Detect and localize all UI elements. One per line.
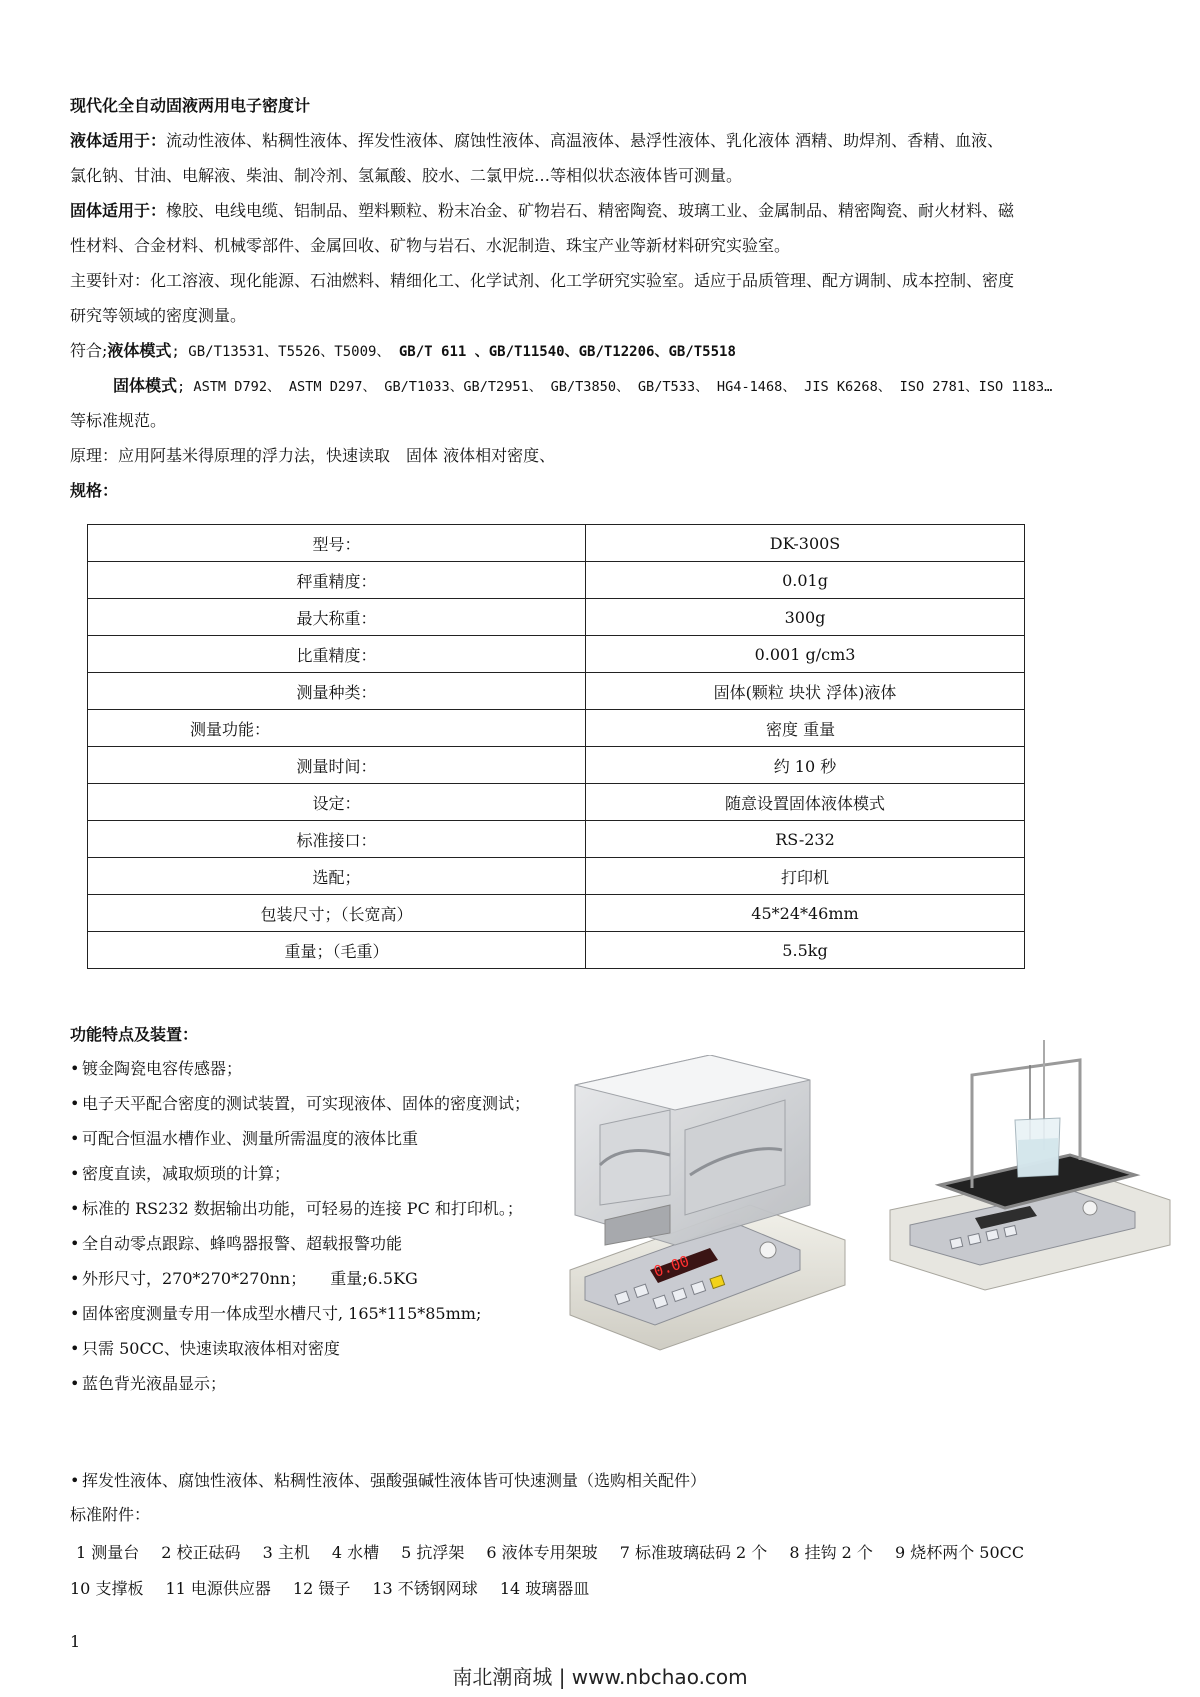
spec-value: 约 10 秒	[586, 747, 1025, 784]
bullet: •	[70, 1129, 80, 1148]
spec-value: 随意设置固体液体模式	[586, 784, 1025, 821]
spec-key: 重量；（毛重）	[88, 932, 586, 969]
solid-standards: ; ASTM D792、 ASTM D297、 GB/T1033、GB/T2951、 GB/T3850、 GB/T533、 HG4-1468、 JIS K6268、 ISO 2781、ISO 1183…	[177, 379, 1053, 395]
feature-item	[70, 1058, 242, 1080]
spec-key: 包装尺寸；（长宽高）	[88, 895, 586, 932]
doc-title: 现代化全自动固液两用电子密度计	[70, 96, 311, 115]
extra-feature	[70, 1470, 706, 1492]
spec-row	[88, 858, 1025, 895]
target-line-1: 主要针对：化工溶液、现化能源、石油燃料、精细化工、化学试剂、化工学研究实验室。适应于品质管理、配方调制、成本控制、密度	[70, 271, 1015, 290]
solid-text-1: 橡胶、电线电缆、铝制品、塑料颗粒、粉末冶金、矿物岩石、精密陶瓷、玻璃工业、金属制品、精密陶瓷、耐火材料、磁	[166, 201, 1015, 220]
features-heading: 功能特点及装置：	[70, 1025, 199, 1044]
spec-value: 固体(颗粒 块状 浮体)液体	[586, 673, 1025, 710]
spec-row	[88, 636, 1025, 673]
spec-key: 最大称重：	[88, 599, 586, 636]
spec-row	[88, 932, 1025, 969]
accessory-item: 1 测量台	[76, 1543, 140, 1562]
accessories-row-2	[70, 1576, 611, 1599]
feature-text: 固体密度测量专用一体成型水槽尺寸, 165*115*85mm;	[82, 1304, 482, 1323]
liquid-mode-label: 液体模式	[107, 341, 172, 360]
spec-row	[88, 562, 1025, 599]
standards-prefix: 符合;	[70, 341, 108, 360]
feature-text: 外形尺寸，270*270*270nn； 重量;6.5KG	[82, 1269, 418, 1288]
feature-text: 镀金陶瓷电容传感器；	[82, 1059, 243, 1078]
bullet: •	[70, 1339, 80, 1358]
bullet: •	[70, 1471, 80, 1490]
bullet: •	[70, 1304, 80, 1323]
feature-text: 只需 50CC、快速读取液体相对密度	[82, 1339, 340, 1358]
spec-row	[88, 710, 1025, 747]
feature-item	[70, 1373, 226, 1395]
accessory-item: 4 水槽	[331, 1543, 380, 1562]
extra-feature-text: 挥发性液体、腐蚀性液体、粘稠性液体、强酸强碱性液体皆可快速测量（选购相关配件）	[82, 1471, 707, 1490]
spec-key: 测量时间：	[88, 747, 586, 784]
spec-value: 5.5kg	[586, 932, 1025, 969]
feature-item	[70, 1198, 523, 1220]
spec-key: 比重精度：	[88, 636, 586, 673]
feature-text: 全自动零点跟踪、蜂鸣器报警、超载报警功能	[82, 1234, 403, 1253]
liquid-standards-bold: GB/T 611 、GB/T11540、GB/T12206、GB/T5518	[390, 344, 736, 360]
principle: 原理：应用阿基米得原理的浮力法，快速读取 固体 液体相对密度、	[70, 446, 556, 465]
spec-key: 标准接口：	[88, 821, 586, 858]
liquid-text-1: 流动性液体、粘稠性液体、挥发性液体、腐蚀性液体、高温液体、悬浮性液体、乳化液体 酒精、助焊剂、香精、血液、	[166, 131, 1004, 150]
accessory-item: 6 液体专用架玻	[486, 1543, 598, 1562]
page-number: 1	[70, 1632, 81, 1651]
feature-text: 标准的 RS232 数据输出功能，可轻易的连接 PC 和打印机。；	[82, 1199, 523, 1218]
accessory-item: 12 镊子	[292, 1579, 351, 1598]
spec-row	[88, 673, 1025, 710]
spec-row	[88, 821, 1025, 858]
spec-key: 型号：	[88, 525, 586, 562]
feature-text: 密度直读，减取烦琐的计算；	[82, 1164, 291, 1183]
feature-item	[70, 1338, 340, 1360]
spec-row	[88, 599, 1025, 636]
liquid-line-2: 氯化钠、甘油、电解液、柴油、制冷剂、氢氟酸、胶水、二氯甲烷…等相似状态液体皆可测量。	[70, 166, 743, 185]
accessory-item: 11 电源供应器	[165, 1579, 271, 1598]
liquid-label: 液体适用于：	[70, 131, 167, 150]
spec-value: DK-300S	[586, 525, 1025, 562]
accessory-item: 2 校正砝码	[161, 1543, 241, 1562]
footer-brand: 南北潮商城 | www.nbchao.com	[452, 1665, 748, 1689]
bullet: •	[70, 1199, 80, 1218]
accessory-item: 13 不锈钢网球	[372, 1579, 478, 1598]
accessory-item: 5 抗浮架	[401, 1543, 465, 1562]
spec-key: 测量种类：	[88, 673, 586, 710]
standards-solid-line	[113, 375, 1052, 398]
solid-line-1	[70, 200, 1014, 222]
accessories-heading: 标准附件：	[70, 1505, 151, 1524]
spec-row	[88, 895, 1025, 932]
standards-liquid-line	[70, 340, 736, 363]
spec-value: 0.001 g/cm3	[586, 636, 1025, 673]
standards-suffix: 等标准规范。	[70, 411, 167, 430]
bullet: •	[70, 1164, 80, 1183]
spec-row	[88, 525, 1025, 562]
solid-label: 固体适用于：	[70, 201, 167, 220]
accessory-item: 8 挂钩 2 个	[789, 1543, 873, 1562]
spec-value: 密度 重量	[586, 710, 1025, 747]
spec-key: 设定：	[88, 784, 586, 821]
feature-text: 电子天平配合密度的测试装置，可实现液体、固体的密度测试；	[82, 1094, 531, 1113]
feature-item	[70, 1233, 402, 1255]
accessory-item: 3 主机	[262, 1543, 310, 1562]
spec-value: 300g	[586, 599, 1025, 636]
bullet: •	[70, 1059, 80, 1078]
spec-heading: 规格：	[70, 481, 119, 500]
display-readout: 0.00	[651, 1252, 692, 1281]
density-meter-photo-liquid	[880, 1040, 1180, 1310]
liquid-standards: ; GB/T13531、T5526、T5009、	[171, 344, 391, 360]
solid-mode-label: 固体模式	[113, 376, 178, 395]
accessory-item: 10 支撑板	[70, 1579, 144, 1598]
spec-row	[88, 747, 1025, 784]
spec-key: 秤重精度：	[88, 562, 586, 599]
bullet: •	[70, 1269, 80, 1288]
feature-item	[70, 1303, 481, 1325]
bullet: •	[70, 1374, 80, 1393]
spec-value: 0.01g	[586, 562, 1025, 599]
spec-row	[88, 784, 1025, 821]
spec-table	[87, 524, 1025, 969]
feature-item	[70, 1268, 418, 1290]
spec-value: 打印机	[586, 858, 1025, 895]
spec-key: 选配；	[88, 858, 586, 895]
bullet: •	[70, 1234, 80, 1253]
spec-key: 测量功能：	[88, 710, 586, 747]
accessory-item: 7 标准玻璃砝码 2 个	[619, 1543, 768, 1562]
liquid-line-1	[70, 130, 1003, 152]
target-line-2: 研究等领域的密度测量。	[70, 306, 247, 325]
feature-item	[70, 1163, 290, 1185]
feature-item	[70, 1093, 530, 1115]
spec-value: 45*24*46mm	[586, 895, 1025, 932]
bullet: •	[70, 1094, 80, 1113]
accessory-item: 9 烧杯两个 50CC	[894, 1543, 1025, 1562]
accessories-row-1	[76, 1540, 1046, 1563]
density-meter-photo-solid	[560, 1055, 850, 1355]
solid-line-2: 性材料、合金材料、机械零部件、金属回收、矿物与岩石、水泥制造、珠宝产业等新材料研究实验室。	[70, 236, 791, 255]
feature-text: 蓝色背光液晶显示；	[82, 1374, 227, 1393]
feature-item	[70, 1128, 418, 1150]
spec-value: RS-232	[586, 821, 1025, 858]
feature-text: 可配合恒温水槽作业、测量所需温度的液体比重	[82, 1129, 419, 1148]
accessory-item: 14 玻璃器皿	[499, 1579, 590, 1598]
